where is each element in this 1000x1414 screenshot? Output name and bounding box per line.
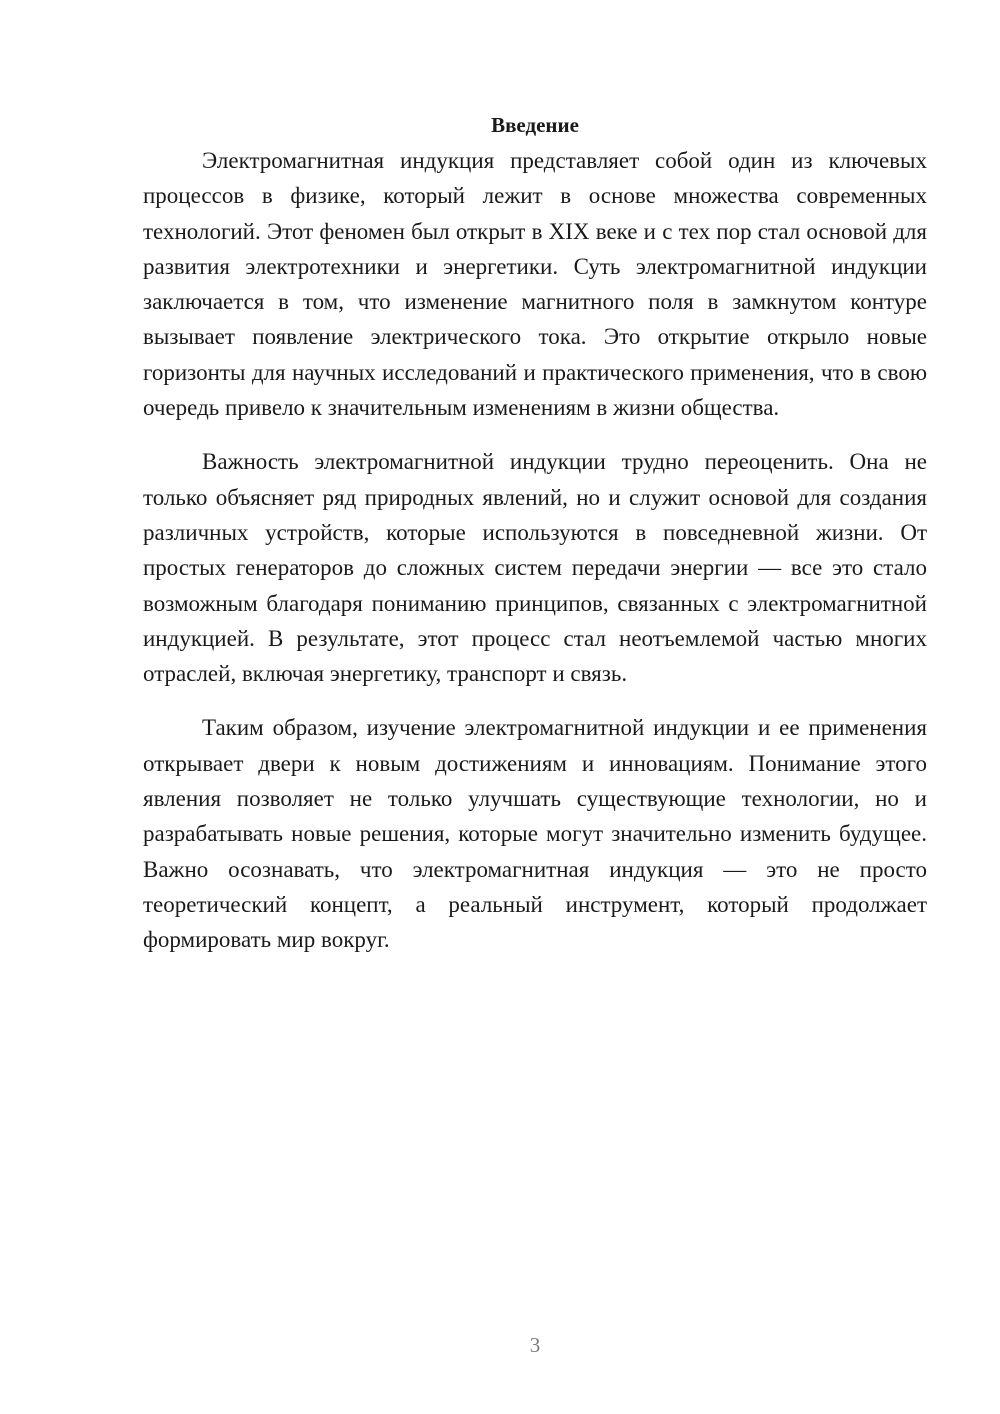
body-text: [143, 143, 927, 977]
paragraph: Электромагнитная индукция представляет собой один из ключевых процессов в физике, который лежит в основе множества современных технологий. Этот феномен был открыт в XIX веке и с тех пор стал основой для развития электротехники и энергетики. Суть электромагнитной индукции заключается в том, что изменение магнитного поля в замкнутом контуре вызывает появление электрического тока. Это открытие открыло новые горизонты для научных исследований и практического применения, что в свою очередь привело к значительным изменениям в жизни общества.: [143, 148, 927, 421]
paragraph: Важность электромагнитной индукции трудно переоценить. Она не только объясняет ряд природных явлений, но и служит основой для создания различных устройств, которые используются в повседневной жизни. От простых генераторов до сложных систем передачи энергии — все это стало возможным благодаря пониманию принципов, связанных с электромагнитной индукцией. В результате, этот процесс стал неотъемлемой частью многих отраслей, включая энергетику, транспорт и связь.: [143, 449, 927, 687]
page-number: 3: [529, 1333, 541, 1357]
paragraph: Таким образом, изучение электромагнитной индукции и ее применения открывает двери к новым достижениям и инновациям. Понимание этого явления позволяет не только улучшать существующие технологии, но и разрабатывать новые решения, которые могут значительно изменить будущее. Важно осознавать, что электромагнитная индукция — это не просто теоретический концепт, а реальный инструмент, который продолжает формировать мир вокруг.: [143, 715, 927, 953]
section-heading: Введение: [491, 113, 579, 138]
